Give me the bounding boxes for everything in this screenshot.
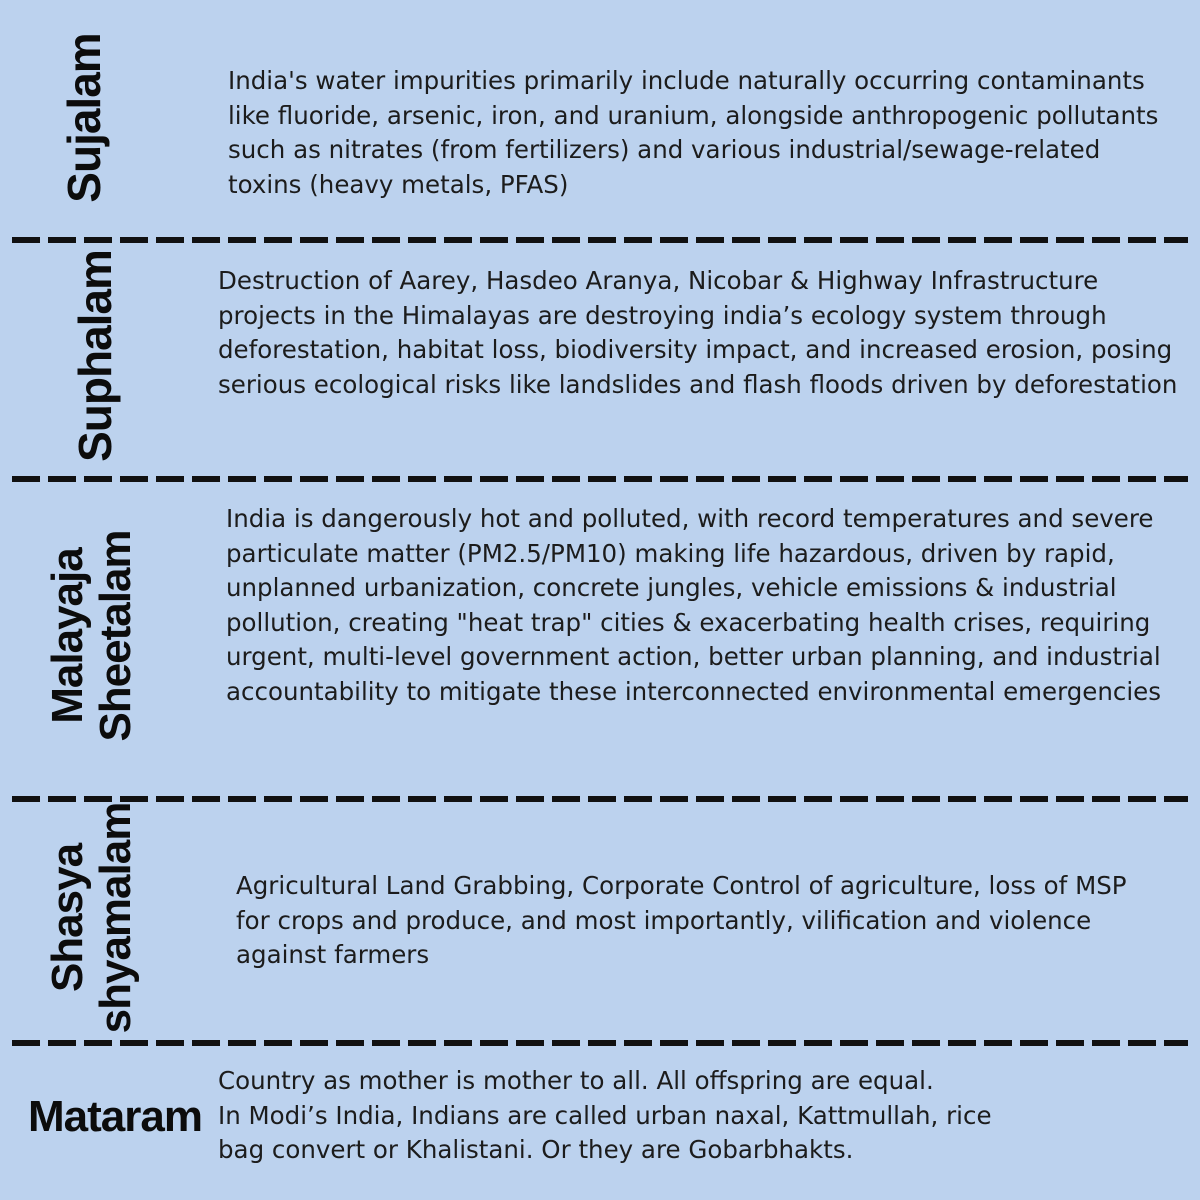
text-line: bag convert or Khalistani. Or they are Gobarbhakts. bbox=[218, 1135, 854, 1164]
text-shasya-shyamalam: Agricultural Land Grabbing, Corporate Control of agriculture, loss of MSP for crops and produce, and most importantly, vilification and violence against farmers bbox=[236, 871, 1127, 969]
text-line: In Modi’s India, Indians are called urban naxal, Kattmullah, rice bbox=[218, 1100, 992, 1130]
text-malayaja-sheetalam: India is dangerously hot and polluted, with record temperatures and severe particulate matter (PM2.5/PM10) making life hazardous, driven by rapid, unplanned urbanization, concrete jungles, vehicle emissions & industrial pollution, creating "heat trap" cities & exacerbating health crises, requiring urgent, multi-level government action, better urban planning, and industrial accountability to mitigate these interconnected environmental emergencies bbox=[226, 504, 1162, 706]
label-malayaja-sheetalam bbox=[44, 530, 140, 741]
label-line: Mataram bbox=[28, 1092, 202, 1141]
divider bbox=[12, 1040, 1188, 1046]
label-mataram bbox=[28, 1092, 202, 1142]
divider bbox=[12, 796, 1188, 802]
text-sujalam: India's water impurities primarily include naturally occurring contaminants like fluoride, arsenic, iron, and uranium, alongside anthropogenic pollutants such as nitrates (from fertilizers) and various industrial/sewage-related toxins (heavy metals, PFAS) bbox=[228, 66, 1159, 199]
label-line: Malayaja bbox=[43, 548, 92, 724]
label-line: Shasya bbox=[43, 843, 92, 993]
label-suphalam bbox=[68, 250, 122, 462]
text-line: Country as mother is mother to all. All offspring are equal. bbox=[218, 1066, 934, 1095]
divider bbox=[12, 237, 1188, 243]
label-shasya-shyamalam bbox=[44, 803, 140, 1034]
label-line: shyamalam bbox=[91, 802, 140, 1034]
text-suphalam: Destruction of Aarey, Hasdeo Aranya, Nicobar & Highway Infrastructure projects in the Himalayas are destroying india’s ecology system through deforestation, habitat loss, biodiversity impact, and increased erosion, posing serious ecological risks like landslides and flash floods driven by deforestation bbox=[218, 266, 1178, 399]
label-line: Suphalam bbox=[69, 250, 121, 462]
label-line: Sheetalam bbox=[91, 530, 140, 742]
label-line: Sujalam bbox=[58, 33, 110, 203]
label-sujalam bbox=[57, 33, 111, 202]
divider bbox=[12, 476, 1188, 482]
text-mataram bbox=[218, 1064, 1178, 1168]
